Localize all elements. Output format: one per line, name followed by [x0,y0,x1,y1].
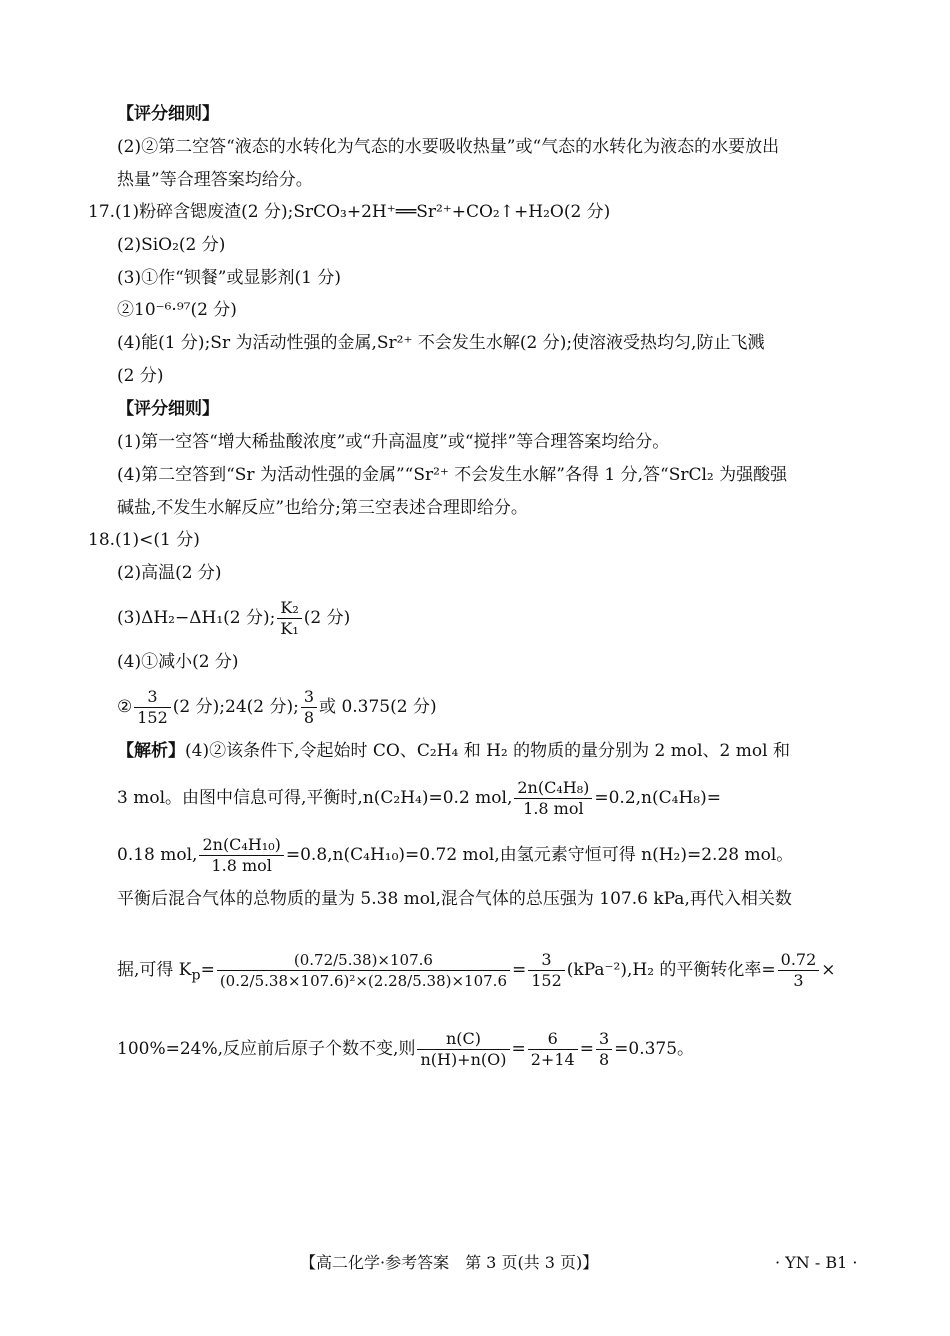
analysis-text: =0.2,n(C₄H₈)= [594,788,721,808]
conversion-fraction [778,950,820,991]
atom-ratio-fraction-2 [528,1029,578,1070]
analysis-text: 100%=24%,反应前后原子个数不变,则 [117,1039,416,1059]
fraction-numerator: 2n(C₄H₁₀) [199,835,283,856]
analysis-text: =0.8,n(C₄H₁₀)=0.72 mol,由氢元素守恒可得 n(H₂)=2.28 mol。 [285,845,794,865]
q18-line3-prefix: (3)ΔH₂−ΔH₁(2 分); [117,608,276,628]
analysis-line-5 [117,940,836,1005]
fraction-denominator: 1.8 mol [211,856,272,875]
analysis-text: (4)②该条件下,令起始时 CO、C₂H₄ 和 H₂ 的物质的量分别为 2 mol、2 mol 和 [185,741,790,761]
fraction-denominator: 1.8 mol [523,799,584,818]
rule-text: (2)②第二空答“液态的水转化为气态的水要吸收热量”或“气态的水转化为液态的水要放出 [117,137,780,157]
fraction-denominator: K₁ [280,619,299,638]
analysis-line-2 [117,776,721,820]
analysis-line-1 [117,739,790,763]
analysis-text: 0.18 mol, [117,845,198,865]
q18-line5-suffix: 或 0.375(2 分) [319,697,437,717]
q18-line5-mid: (2 分);24(2 分); [172,697,299,717]
fraction-numerator: 3 [301,687,317,708]
fraction-denominator: 152 [531,971,562,990]
c4h10-fraction [199,835,283,876]
page-code: · YN - B1 · [775,1253,858,1272]
q18-line: (2)高温(2 分) [117,563,222,583]
fraction-denominator: 2+14 [530,1050,575,1069]
equals-sign: = [579,1039,594,1059]
fraction-denominator: 3 [793,971,804,990]
kp-subscript: p [191,967,201,984]
fraction-denominator: n(H)+n(O) [420,1050,507,1069]
answer-fraction [301,687,317,728]
q17-line: 17.(1)粉碎含锶废渣(2 分);SrCO₃+2H⁺══Sr²⁺+CO₂↑+H₂O(2 分) [88,202,611,222]
section-header: 【评分细则】 [117,399,219,419]
times-sign: × [821,960,836,980]
q18-line-3 [117,596,350,640]
analysis-line-6 [117,1027,694,1071]
q17-line: ②10⁻⁶·⁹⁷(2 分) [117,300,237,320]
atom-ratio-fraction [417,1029,509,1070]
rule-text: 碱盐,不发生水解反应”也给分;第三空表述合理即给分。 [117,498,528,518]
fraction-numerator: 3 [134,687,171,708]
equals-sign: = [200,960,215,980]
q17-line: (3)①作“钡餐”或显影剂(1 分) [117,268,341,288]
fraction-denominator: 152 [137,708,168,727]
analysis-line-4: 平衡后混合气体的总物质的量为 5.38 mol,混合气体的总压强为 107.6 kPa,再代入相关数 [117,889,792,909]
q17-line: (4)能(1 分);Sr 为活动性强的金属,Sr²⁺ 不会发生水解(2 分);使溶液受热均匀,防止飞溅 [117,333,765,353]
fraction-denominator: 8 [598,1050,610,1069]
rule-text: (4)第二空答到“Sr 为活动性强的金属”“Sr²⁺ 不会发生水解”各得 1 分,答“SrCl₂ 为强酸强 [117,465,788,485]
section-header: 【评分细则】 [117,104,219,124]
q17-line: (2)SiO₂(2 分) [117,235,226,255]
q18-line: 18.(1)<(1 分) [88,530,200,550]
page-footer: 【高二化学·参考答案 第 3 页(共 3 页)】 [300,1253,599,1272]
fraction-numerator: (0.72/5.38)×107.6 [217,950,510,971]
fraction-numerator: n(C) [417,1029,509,1050]
kp-value-fraction [528,950,565,991]
fraction-numerator: 6 [528,1029,578,1050]
fraction-numerator: 0.72 [778,950,820,971]
q18-line5-prefix: ② [117,697,133,717]
k-ratio-fraction [277,598,301,639]
answer-fraction [134,687,171,728]
fraction-numerator: 2n(C₄H₈) [514,778,592,799]
fraction-numerator: 3 [596,1029,612,1050]
fraction-denominator: 8 [303,708,315,727]
analysis-text: =0.375。 [614,1039,695,1059]
q18-line3-suffix: (2 分) [303,608,351,628]
equals-sign: = [511,1039,526,1059]
rule-text: 热量”等合理答案均给分。 [117,170,313,190]
q18-line: (4)①减小(2 分) [117,652,239,672]
kp-fraction [217,950,510,991]
analysis-line-3 [117,833,793,877]
q18-line-5 [117,685,437,729]
equals-sign: = [512,960,527,980]
c4h8-fraction [514,778,592,819]
fraction-denominator: (0.2/5.38×107.6)²×(2.28/5.38)×107.6 [219,972,507,990]
fraction-numerator: 3 [528,950,565,971]
analysis-label: 【解析】 [117,741,185,761]
analysis-text: 据,可得 K [117,960,192,980]
fraction-numerator: K₂ [277,598,301,619]
q17-line: (2 分) [117,366,164,386]
analysis-text: 3 mol。由图中信息可得,平衡时,n(C₂H₄)=0.2 mol, [117,788,513,808]
rule-text: (1)第一空答“增大稀盐酸浓度”或“升高温度”或“搅拌”等合理答案均给分。 [117,432,670,452]
analysis-text: (kPa⁻²),H₂ 的平衡转化率= [566,960,776,980]
atom-ratio-fraction-3 [596,1029,612,1070]
